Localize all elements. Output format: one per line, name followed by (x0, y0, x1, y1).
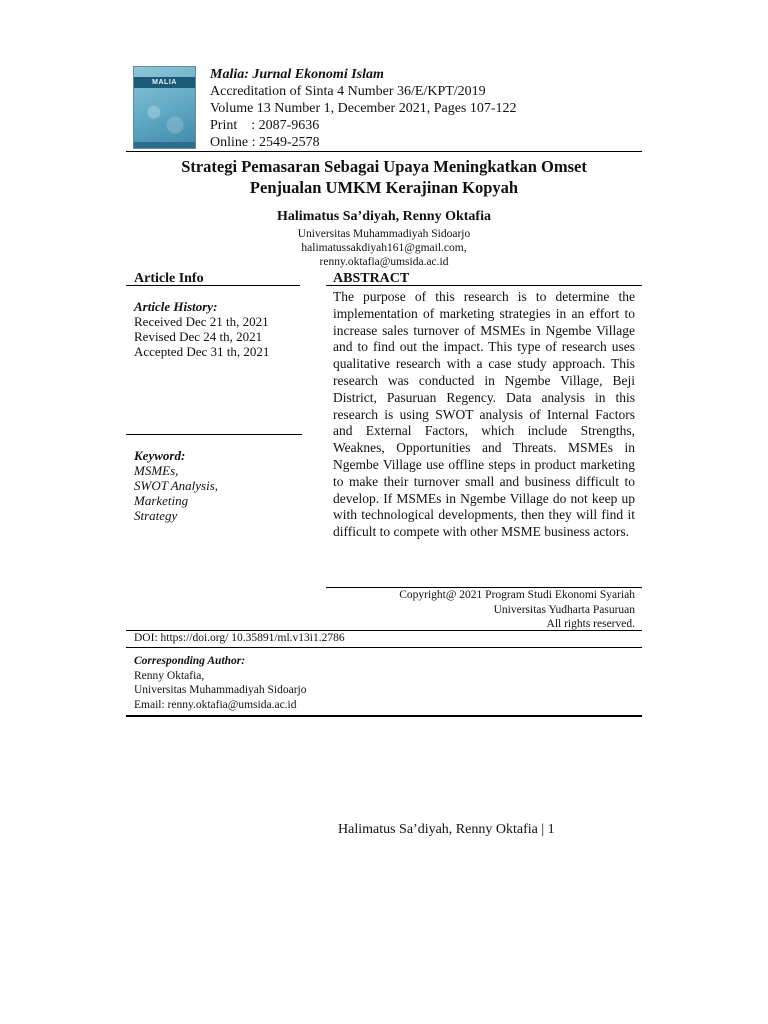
keyword-item: SWOT Analysis, (134, 478, 219, 493)
copyright-line-2: Universitas Yudharta Pasuruan (493, 603, 635, 616)
article-title-line1: Strategi Pemasaran Sebagai Upaya Meningkatkan Omset (181, 157, 587, 176)
article-history (134, 299, 269, 359)
keyword-item: Marketing (134, 493, 189, 508)
article-info-underline (126, 285, 300, 286)
journal-cover-thumbnail (133, 66, 196, 149)
keyword-item: Strategy (134, 508, 178, 523)
author-email-1: halimatussakdiyah161@gmail.com, (301, 242, 467, 254)
info-box-bottom-border (126, 715, 642, 717)
journal-volume: Volume 13 Number 1, December 2021, Pages 107-122 (210, 101, 517, 116)
corresponding-author-email[interactable]: Email: renny.oktafia@umsida.ac.id (134, 698, 297, 711)
journal-info (210, 66, 517, 151)
journal-name: Malia: Jurnal Ekonomi Islam (210, 67, 384, 82)
corresponding-author-institution: Universitas Muhammadiyah Sidoarjo (134, 684, 307, 696)
author-affiliation: Universitas Muhammadiyah Sidoarjo (297, 228, 471, 240)
doi-top-divider (126, 630, 642, 631)
accepted-date: Accepted Dec 31 th, 2021 (134, 344, 270, 359)
copyright-line-1: Copyright@ 2021 Program Studi Ekonomi Syariah (399, 589, 635, 601)
corresponding-author-label: Corresponding Author: (134, 655, 246, 667)
doi-bottom-divider (126, 647, 642, 648)
abstract-heading: ABSTRACT (333, 271, 410, 286)
author-affiliation-block (126, 227, 642, 269)
received-date: Received Dec 21 th, 2021 (134, 314, 269, 329)
keyword-divider (126, 434, 302, 435)
journal-print-issn: Print : 2087-9636 (210, 118, 320, 133)
abstract-text: The purpose of this research is to determine the implementation of marketing strategies in an effort to increase sales turnover of MSMEs in Ngembe Village and to find out the impact. This type of research uses qualitative research with a case study approach. This research was conducted in Ngembe Village, Beji District, Pasuruan Regency. Data analysis in this research is using SWOT analysis of Internal Factors and External Factors, which include Strengths, Weaknes, Opportunities and Threats. MSMEs in Ngembe Village use offline steps in product marketing to make their turnover small and business difficult to develop. If MSMEs in Ngembe Village do not keep up with technological developments, then they will find it difficult to compete with other MSME business actors. (333, 289, 635, 540)
article-title-line2: Penjualan UMKM Kerajinan Kopyah (249, 178, 519, 197)
article-history-label: Article History: (134, 299, 218, 314)
article-info-heading: Article Info (134, 271, 204, 286)
keywords (134, 448, 218, 523)
copyright-line-3: All rights reserved. (546, 618, 635, 630)
revised-date: Revised Dec 24 th, 2021 (134, 329, 263, 344)
author-email-2: renny.oktafia@umsida.ac.id (319, 256, 449, 268)
doi-link[interactable]: DOI: https://doi.org/ 10.35891/ml.v13i1.2786 (134, 632, 345, 644)
corresponding-author (134, 654, 306, 712)
keyword-label: Keyword: (134, 448, 186, 463)
article-authors: Halimatus Sa’diyah, Renny Oktafia (277, 209, 491, 224)
copyright-notice (399, 588, 635, 632)
header-divider (126, 151, 642, 152)
journal-online-issn: Online : 2549-2578 (210, 135, 320, 150)
running-footer: Halimatus Sa’diyah, Renny Oktafia | 1 (338, 822, 555, 837)
article-title (126, 156, 642, 198)
keyword-item: MSMEs, (134, 463, 179, 478)
corresponding-author-name: Renny Oktafia, (134, 669, 205, 682)
cover-label: MALIA (152, 79, 177, 86)
journal-accreditation: Accreditation of Sinta 4 Number 36/E/KPT/2019 (210, 84, 486, 99)
abstract-underline (326, 285, 642, 286)
